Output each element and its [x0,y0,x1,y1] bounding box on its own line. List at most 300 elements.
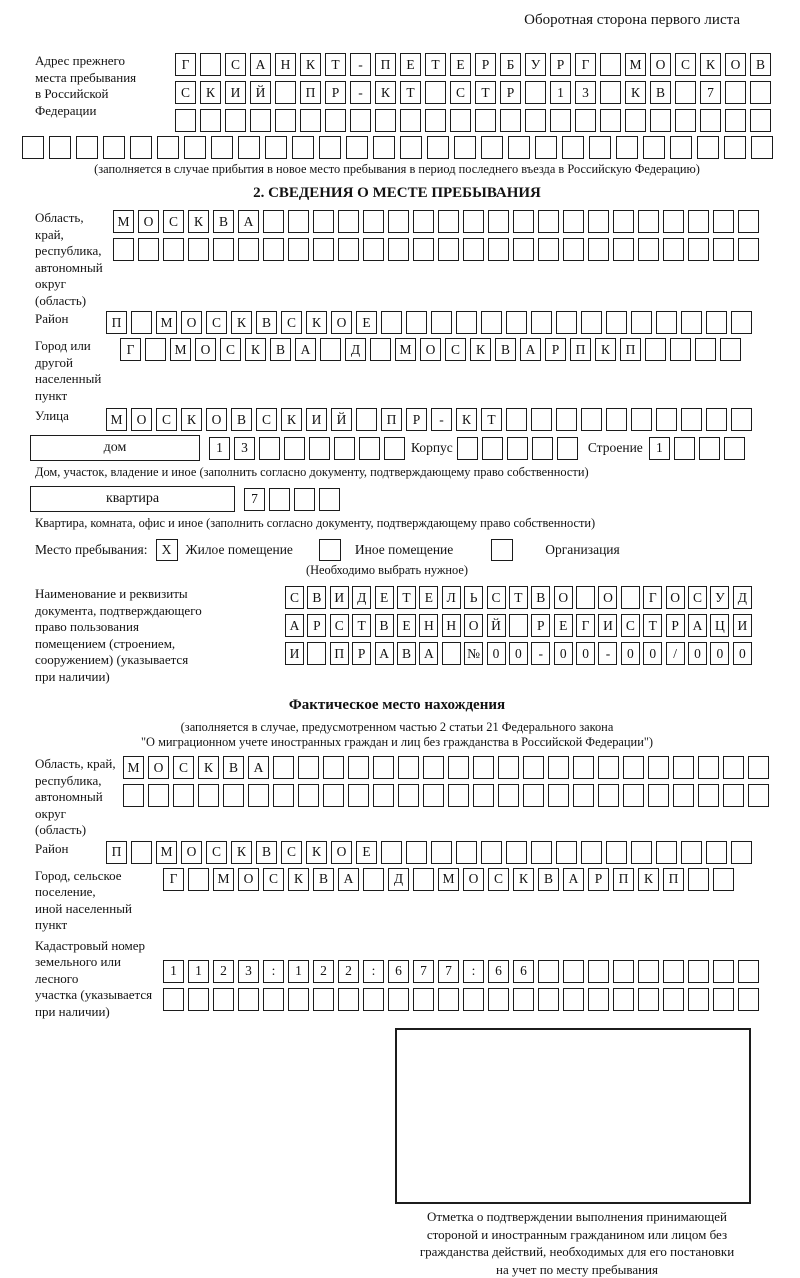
char-cell [431,311,452,334]
char-cell [681,311,702,334]
char-cell [699,437,720,460]
char-cell: В [375,614,394,637]
actual-region-row-2 [123,784,769,807]
char-cell: Е [375,586,394,609]
char-cell [200,53,221,76]
char-cell: М [213,868,234,891]
char-cell [323,784,344,807]
char-cell [188,988,209,1011]
char-cell: Т [400,81,421,104]
char-cell: 7 [700,81,721,104]
district-cells [106,311,752,334]
char-cell [248,784,269,807]
region-row-2 [113,238,759,261]
char-cell: С [225,53,246,76]
char-cell [670,338,691,361]
char-cell: Г [175,53,196,76]
char-cell: Р [307,614,326,637]
char-cell [423,784,444,807]
char-cell: К [281,408,302,431]
char-cell [600,109,621,132]
char-cell [320,338,341,361]
char-cell [384,437,405,460]
char-cell [363,868,384,891]
char-cell [548,784,569,807]
char-cell [638,210,659,233]
char-cell [606,408,627,431]
char-cell [698,756,719,779]
char-cell: Т [643,614,662,637]
char-cell [456,841,477,864]
char-cell: П [106,841,127,864]
char-cell [670,136,692,159]
char-cell: Р [531,614,550,637]
char-cell [606,841,627,864]
char-cell [573,784,594,807]
char-cell [697,136,719,159]
char-cell: 6 [388,960,409,983]
char-cell: А [375,642,394,665]
actual-city-cells [163,868,734,891]
char-cell: Б [500,53,521,76]
char-cell [523,756,544,779]
char-cell: 2 [338,960,359,983]
stay-checkbox-residential: X [156,539,178,561]
char-cell [288,238,309,261]
char-cell [498,784,519,807]
char-cell [375,109,396,132]
char-cell [423,756,444,779]
actual-district-block [22,841,772,864]
char-cell: М [625,53,646,76]
char-cell: С [488,868,509,891]
char-cell: К [288,868,309,891]
char-cell [263,210,284,233]
char-cell: Й [250,81,271,104]
char-cell [713,238,734,261]
char-cell [751,136,773,159]
char-cell [498,756,519,779]
prev-address-note: (заполняется в случае прибытия в новое место пребывания в период последнего въезда в Российскую Федерацию) [94,162,700,176]
char-cell [563,210,584,233]
char-cell [130,136,152,159]
char-cell: 0 [733,642,752,665]
prev-address-extra-row [22,136,772,159]
char-cell: М [156,311,177,334]
char-cell [413,210,434,233]
char-cell: В [307,586,326,609]
char-cell: Й [487,614,506,637]
char-cell [513,210,534,233]
char-cell [475,109,496,132]
char-cell: С [281,841,302,864]
char-cell: Е [397,614,416,637]
char-cell: 6 [488,960,509,983]
char-cell: И [285,642,304,665]
actual-district-label: Район [35,840,69,856]
char-cell [535,136,557,159]
char-cell [294,488,315,511]
char-cell: 2 [313,960,334,983]
char-cell: В [313,868,334,891]
char-cell: Л [442,586,461,609]
char-cell: Д [352,586,371,609]
char-cell: Г [163,868,184,891]
char-cell [406,311,427,334]
stay-option-organization-label: Организация [545,542,620,557]
char-cell [538,960,559,983]
char-cell [750,81,771,104]
char-cell: 1 [288,960,309,983]
char-cell: Т [352,614,371,637]
char-cell [138,238,159,261]
char-cell: О [331,311,352,334]
char-cell [513,988,534,1011]
char-cell [363,988,384,1011]
char-cell [531,311,552,334]
char-cell: Е [450,53,471,76]
document-row-3 [285,642,752,665]
char-cell [313,988,334,1011]
char-cell [163,988,184,1011]
char-cell: М [438,868,459,891]
char-cell: М [106,408,127,431]
char-cell [600,81,621,104]
char-cell [313,210,334,233]
char-cell: С [220,338,241,361]
char-cell: О [331,841,352,864]
char-cell [723,756,744,779]
char-cell: Е [554,614,573,637]
char-cell: П [300,81,321,104]
char-cell [513,238,534,261]
char-cell: 3 [575,81,596,104]
char-cell [675,109,696,132]
prev-address-row-1 [175,53,771,76]
char-cell: К [638,868,659,891]
char-cell: : [363,960,384,983]
char-cell: : [263,960,284,983]
char-cell [720,338,741,361]
char-cell: А [248,756,269,779]
char-cell [300,109,321,132]
stay-checkbox-other [319,539,341,561]
char-cell: Р [588,868,609,891]
char-cell [454,136,476,159]
char-cell [438,238,459,261]
char-cell: О [181,841,202,864]
char-cell [573,756,594,779]
char-cell [706,311,727,334]
char-cell [656,408,677,431]
char-cell [725,81,746,104]
prev-address-row-2 [175,81,771,104]
char-cell: К [231,841,252,864]
char-cell: С [688,586,707,609]
char-cell [695,338,716,361]
char-cell: К [181,408,202,431]
char-cell [598,756,619,779]
char-cell [263,988,284,1011]
char-cell [211,136,233,159]
char-cell [488,210,509,233]
char-cell [598,784,619,807]
char-cell: О [554,586,573,609]
char-cell: М [170,338,191,361]
document-row-1 [285,586,752,609]
region-row-1 [113,210,759,233]
cadastral-block [22,938,772,1021]
char-cell [748,784,769,807]
char-cell [173,784,194,807]
char-cell [713,210,734,233]
char-cell: У [525,53,546,76]
house-note: Дом, участок, владение и иное (заполнить согласно документу, подтверждающему право собственности) [35,465,589,479]
char-cell [473,756,494,779]
char-cell [631,408,652,431]
char-cell [213,988,234,1011]
cadastral-row-1 [163,960,759,983]
char-cell [688,988,709,1011]
char-cell [663,988,684,1011]
char-cell: 7 [244,488,265,511]
char-cell: 7 [413,960,434,983]
char-cell: П [381,408,402,431]
document-label: Наименование и реквизиты документа, подтверждающего право пользования помещением (строением, сооружением) (указывается при наличии) [35,586,202,684]
char-cell [448,756,469,779]
char-cell [621,586,640,609]
char-cell [225,109,246,132]
char-cell: С [263,868,284,891]
char-cell [656,841,677,864]
char-cell: К [188,210,209,233]
char-cell [525,81,546,104]
char-cell [334,437,355,460]
char-cell: С [163,210,184,233]
korpus-label: Корпус [411,440,453,455]
char-cell: 0 [554,642,573,665]
char-cell: Е [356,311,377,334]
char-cell: М [156,841,177,864]
char-cell [373,784,394,807]
char-cell [338,238,359,261]
char-cell: В [531,586,550,609]
char-cell [427,136,449,159]
char-cell [581,408,602,431]
char-cell: А [295,338,316,361]
char-cell [131,841,152,864]
char-cell [398,756,419,779]
char-cell [325,109,346,132]
char-cell: Н [275,53,296,76]
char-cell: П [106,311,127,334]
actual-city-block [22,868,772,934]
char-cell [269,488,290,511]
char-cell [581,311,602,334]
char-cell [157,136,179,159]
char-cell: 0 [487,642,506,665]
char-cell [413,238,434,261]
char-cell: И [733,614,752,637]
char-cell: 2 [213,960,234,983]
char-cell: К [456,408,477,431]
char-cell [563,960,584,983]
char-cell: М [123,756,144,779]
char-cell: А [250,53,271,76]
char-cell [738,960,759,983]
char-cell [350,109,371,132]
char-cell [588,210,609,233]
stay-type-label: Место пребывания: [35,542,148,557]
char-cell: Й [331,408,352,431]
char-cell [481,311,502,334]
char-cell [442,642,461,665]
char-cell: С [156,408,177,431]
apartment-note: Квартира, комната, офис и иное (заполнить согласно документу, подтверждающему право собственности) [35,516,596,530]
char-cell [563,988,584,1011]
char-cell [532,437,553,460]
char-cell [688,210,709,233]
actual-region-block [22,756,772,839]
char-cell [103,136,125,159]
char-cell: Т [475,81,496,104]
char-cell [381,311,402,334]
page-header: Оборотная сторона первого листа [524,12,740,28]
char-cell: О [238,868,259,891]
char-cell [123,784,144,807]
char-cell [431,841,452,864]
district-label: Район [35,311,69,326]
actual-note-line-2: "О миграционном учете иностранных граждан и лиц без гражданства в Российской Федерации") [140,735,654,749]
char-cell [284,437,305,460]
char-cell [588,960,609,983]
char-cell [359,437,380,460]
char-cell [49,136,71,159]
char-cell [288,210,309,233]
char-cell [438,210,459,233]
char-cell [588,238,609,261]
char-cell [323,756,344,779]
char-cell [648,784,669,807]
char-cell: А [520,338,541,361]
char-cell [681,841,702,864]
char-cell: 1 [163,960,184,983]
char-cell: Ц [710,614,729,637]
stay-note: (Необходимо выбрать нужное) [305,563,469,577]
char-cell [509,614,528,637]
char-cell [613,988,634,1011]
char-cell: - [350,53,371,76]
char-cell [481,841,502,864]
char-cell [700,109,721,132]
char-cell: К [470,338,491,361]
char-cell: С [675,53,696,76]
char-cell: Т [425,53,446,76]
char-cell: Е [419,586,438,609]
char-cell: О [650,53,671,76]
char-cell [292,136,314,159]
char-cell: Н [442,614,461,637]
char-cell [538,210,559,233]
char-cell [724,136,746,159]
char-cell [713,868,734,891]
house-row [22,435,772,461]
char-cell [370,338,391,361]
char-cell: А [285,614,304,637]
stamp-box [395,1028,751,1204]
prev-address-row-3 [175,109,771,132]
char-cell [148,784,169,807]
char-cell [688,238,709,261]
char-cell [576,586,595,609]
char-cell: С [206,841,227,864]
char-cell: К [513,868,534,891]
char-cell: С [256,408,277,431]
char-cell [425,81,446,104]
char-cell: 0 [621,642,640,665]
apartment-box: квартира [30,486,235,512]
char-cell: И [598,614,617,637]
char-cell [307,642,326,665]
char-cell: В [495,338,516,361]
char-cell [588,988,609,1011]
char-cell [631,841,652,864]
char-cell: 3 [234,437,255,460]
char-cell: С [281,311,302,334]
char-cell: И [306,408,327,431]
char-cell [388,210,409,233]
char-cell: Р [352,642,371,665]
char-cell [673,756,694,779]
char-cell: 0 [710,642,729,665]
actual-title: Фактическое место нахождения [288,697,506,713]
char-cell: С [206,311,227,334]
char-cell [556,311,577,334]
char-cell [184,136,206,159]
char-cell: А [688,614,707,637]
char-cell: П [663,868,684,891]
char-cell: О [138,210,159,233]
char-cell [538,988,559,1011]
char-cell [406,841,427,864]
char-cell [731,841,752,864]
char-cell [438,988,459,1011]
char-cell: К [625,81,646,104]
char-cell [275,109,296,132]
char-cell: О [463,868,484,891]
char-cell: К [700,53,721,76]
char-cell: У [710,586,729,609]
char-cell: В [397,642,416,665]
char-cell [275,81,296,104]
document-block [22,586,772,685]
char-cell [643,136,665,159]
city-block [22,338,772,404]
char-cell [188,868,209,891]
char-cell [388,238,409,261]
korpus-cells [457,437,578,460]
char-cell [273,784,294,807]
char-cell [581,841,602,864]
char-cell [713,988,734,1011]
char-cell [750,109,771,132]
char-cell: О [725,53,746,76]
char-cell [175,109,196,132]
char-cell: Г [120,338,141,361]
char-cell [731,408,752,431]
char-cell [313,238,334,261]
prev-address-block [22,53,772,132]
